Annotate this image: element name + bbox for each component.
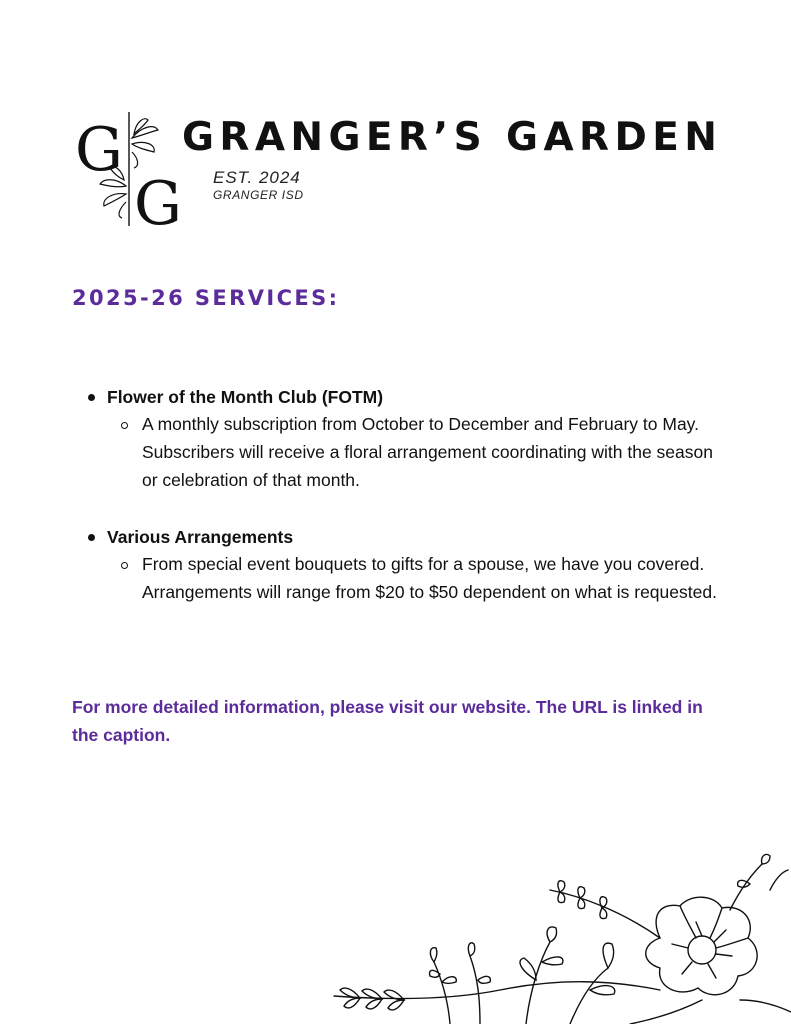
service-description: A monthly subscription from October to December and February to May. Subscribers will receive a floral arrangement coordinating with the season or celebration of that month. bbox=[142, 414, 713, 490]
footer-note: For more detailed information, please visit our website. The URL is linked in the caption. bbox=[72, 697, 703, 745]
sub-bullet-icon bbox=[121, 562, 128, 569]
service-title: Various Arrangements bbox=[107, 527, 294, 547]
established-year: EST. 2024 bbox=[213, 168, 301, 187]
district-name: GRANGER ISD bbox=[213, 188, 304, 202]
section-heading: 2025-26 SERVICES: bbox=[72, 286, 340, 310]
service-description: From special event bouquets to gifts for a spouse, we have you covered. Arrangements will range from $20 to $50 dependent on what is requested. bbox=[142, 554, 717, 602]
service-title: Flower of the Month Club (FOTM) bbox=[107, 387, 384, 407]
brand-title: GRANGER’S GARDEN bbox=[182, 115, 723, 160]
bullet-icon bbox=[88, 394, 95, 401]
bullet-icon bbox=[88, 534, 95, 541]
svg-text:G: G bbox=[134, 169, 182, 230]
gg-monogram-logo bbox=[72, 108, 192, 230]
svg-text:G: G bbox=[75, 115, 123, 185]
flower-illustration bbox=[330, 850, 791, 1024]
sub-bullet-icon bbox=[121, 422, 128, 429]
